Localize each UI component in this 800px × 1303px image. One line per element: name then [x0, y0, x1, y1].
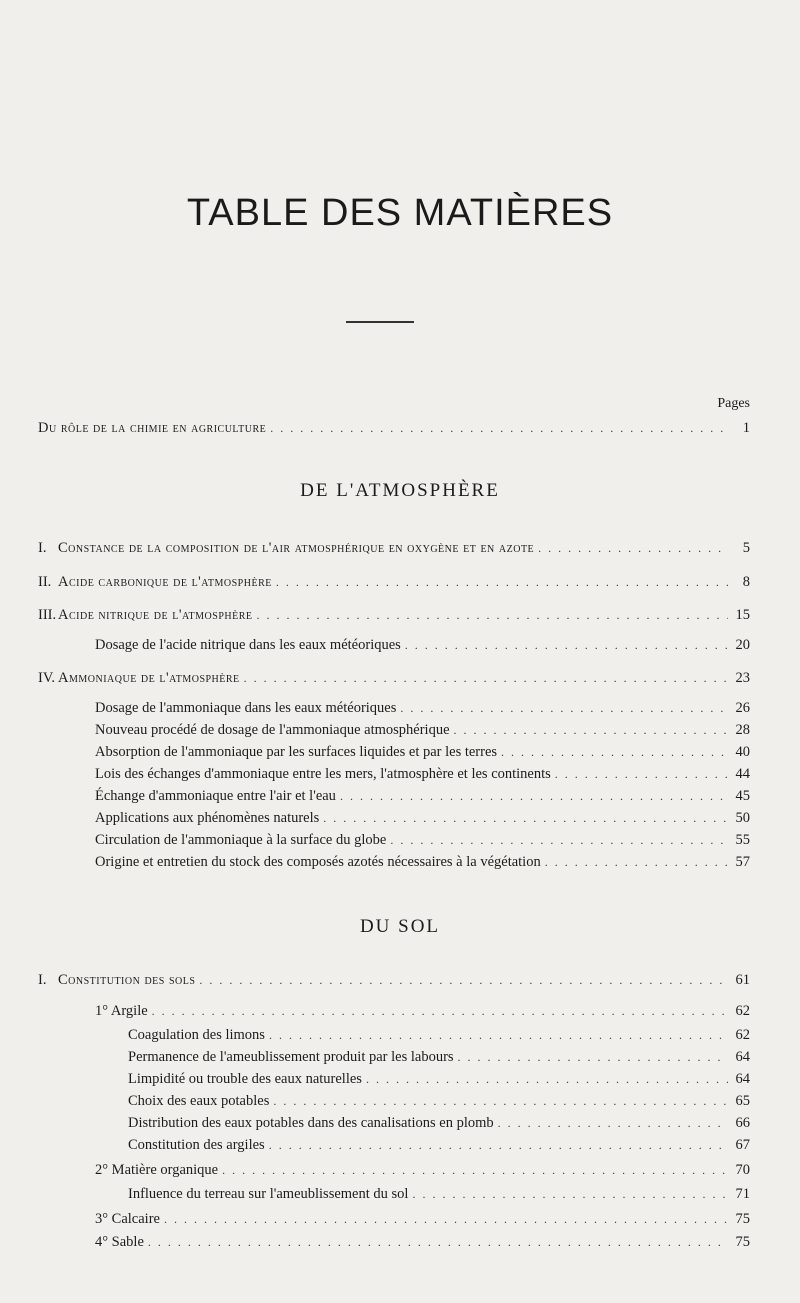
title-rule	[346, 321, 414, 323]
toc-entry-intro[interactable]	[38, 418, 750, 438]
toc-entry-label: 3° Calcaire	[95, 1211, 160, 1227]
toc-entry[interactable]	[38, 605, 750, 625]
leader-dots	[269, 1025, 728, 1045]
toc-entry[interactable]	[95, 764, 750, 784]
toc-entry-page: 20	[735, 637, 750, 653]
toc-entry-number: I.	[38, 972, 47, 988]
toc-entry[interactable]	[128, 1113, 750, 1133]
toc-entry[interactable]	[95, 1232, 750, 1252]
toc-entry-page: 1	[742, 420, 750, 436]
page-title: TABLE DES MATIÈRES	[186, 192, 614, 234]
toc-entry[interactable]	[128, 1135, 750, 1155]
toc-entry-page: 8	[742, 574, 750, 590]
leader-dots	[412, 1184, 728, 1204]
leader-dots	[323, 808, 728, 828]
leader-dots	[222, 1160, 728, 1180]
toc-entry-label: 4° Sable	[95, 1234, 144, 1250]
leader-dots	[498, 1113, 728, 1133]
leader-dots	[340, 786, 728, 806]
toc-entry[interactable]	[128, 1091, 750, 1111]
leader-dots	[545, 852, 728, 872]
toc-entry-page: 26	[735, 700, 750, 716]
toc-entry-label: Limpidité ou trouble des eaux naturelles	[128, 1071, 362, 1087]
leader-dots	[454, 720, 728, 740]
toc-entry-label: Absorption de l'ammoniaque par les surfaces liquides et par les terres	[95, 744, 498, 760]
toc-entry-label: Origine et entretien du stock des composés azotés nécessaires à la végétation	[95, 854, 541, 870]
toc-entry-page: 23	[735, 670, 750, 686]
leader-dots	[199, 970, 728, 990]
leader-dots	[405, 635, 728, 655]
toc-entry-label: Dosage de l'acide nitrique dans les eaux météoriques	[95, 637, 401, 653]
toc-entry-page: 64	[735, 1071, 750, 1087]
toc-entry-page: 64	[735, 1049, 750, 1065]
toc-entry-label: Distribution des eaux potables dans des canalisations en plomb	[128, 1115, 494, 1131]
toc-entry-page: 67	[735, 1137, 750, 1153]
toc-entry-label: Circulation de l'ammoniaque à la surface du globe	[95, 832, 387, 848]
leader-dots	[148, 1232, 728, 1252]
toc-entry-number: II.	[38, 574, 52, 590]
leader-dots	[276, 572, 728, 592]
toc-entry-page: 75	[735, 1211, 750, 1227]
toc-entry[interactable]	[95, 852, 750, 872]
toc-entry-label: 2° Matière organique	[95, 1162, 219, 1178]
leader-dots	[458, 1047, 728, 1067]
toc-entry-label: Constitution des argiles	[128, 1137, 265, 1153]
leader-dots	[555, 764, 728, 784]
section-heading-sol: DU SOL	[359, 916, 441, 937]
toc-entry[interactable]	[38, 970, 750, 990]
toc-entry[interactable]	[95, 1160, 750, 1180]
toc-entry-page: 71	[735, 1186, 750, 1202]
toc-entry-number: I.	[38, 540, 47, 556]
toc-entry-page: 61	[735, 972, 750, 988]
pages-column-label: Pages	[717, 396, 750, 411]
toc-entry-page: 15	[735, 607, 750, 623]
toc-entry[interactable]	[95, 698, 750, 718]
leader-dots	[164, 1209, 728, 1229]
toc-entry-label: Dosage de l'ammoniaque dans les eaux météoriques	[95, 700, 397, 716]
leader-dots	[366, 1069, 728, 1089]
toc-entry[interactable]	[128, 1025, 750, 1045]
toc-entry[interactable]	[128, 1047, 750, 1067]
toc-entry[interactable]	[95, 742, 750, 762]
toc-entry-label: Lois des échanges d'ammoniaque entre les mers, l'atmosphère et les continents	[95, 766, 551, 782]
toc-entry-label: 1° Argile	[95, 1003, 148, 1019]
toc-entry-label: Influence du terreau sur l'ameublissement du sol	[128, 1186, 409, 1202]
toc-entry-number: IV.	[38, 670, 56, 686]
leader-dots	[269, 1135, 728, 1155]
toc-entry-page: 62	[735, 1003, 750, 1019]
leader-dots	[538, 538, 728, 558]
toc-entry[interactable]	[38, 538, 750, 558]
toc-entry[interactable]	[95, 830, 750, 850]
toc-entry-page: 70	[735, 1162, 750, 1178]
toc-entry[interactable]	[38, 668, 750, 688]
toc-entry-page: 55	[735, 832, 750, 848]
toc-entry-label: Permanence de l'ameublissement produit par les labours	[128, 1049, 454, 1065]
toc-entry-label: Constitution des sols	[58, 972, 196, 988]
toc-entry[interactable]	[95, 1001, 750, 1021]
leader-dots	[152, 1001, 728, 1021]
toc-entry-page: 45	[735, 788, 750, 804]
toc-entry-page: 75	[735, 1234, 750, 1250]
leader-dots	[501, 742, 728, 762]
leader-dots	[270, 418, 728, 438]
toc-entry-page: 28	[735, 722, 750, 738]
toc-entry-page: 65	[735, 1093, 750, 1109]
leader-dots	[390, 830, 728, 850]
leader-dots	[400, 698, 728, 718]
toc-entry-label: Échange d'ammoniaque entre l'air et l'eau	[95, 788, 336, 804]
leader-dots	[273, 1091, 728, 1111]
leader-dots	[244, 668, 728, 688]
toc-entry[interactable]	[95, 635, 750, 655]
toc-entry-page: 62	[735, 1027, 750, 1043]
toc-entry[interactable]	[128, 1184, 750, 1204]
toc-entry-page: 40	[735, 744, 750, 760]
toc-entry-label: Choix des eaux potables	[128, 1093, 270, 1109]
toc-entry-label: Constance de la composition de l'air atmosphérique en oxygène et en azote	[58, 540, 535, 556]
toc-entry[interactable]	[38, 572, 750, 592]
toc-entry[interactable]	[95, 1209, 750, 1229]
toc-entry-label: Acide nitrique de l'atmosphère	[58, 607, 253, 623]
leader-dots	[257, 605, 728, 625]
toc-entry-page: 5	[742, 540, 750, 556]
toc-entry-label: Coagulation des limons	[128, 1027, 265, 1043]
toc-entry-page: 57	[735, 854, 750, 870]
toc-entry-page: 50	[735, 810, 750, 826]
toc-entry-label: Nouveau procédé de dosage de l'ammoniaque atmosphérique	[95, 722, 450, 738]
toc-entry[interactable]	[95, 720, 750, 740]
toc-entry-page: 66	[735, 1115, 750, 1131]
toc-entry-number: III.	[38, 607, 57, 623]
toc-entry[interactable]	[95, 786, 750, 806]
toc-entry-label: Applications aux phénomènes naturels	[95, 810, 320, 826]
toc-entry-label: Acide carbonique de l'atmosphère	[58, 574, 272, 590]
toc-entry-label: Ammoniaque de l'atmosphère	[58, 670, 240, 686]
toc-entry[interactable]	[95, 808, 750, 828]
toc-entry-label: Du rôle de la chimie en agriculture	[38, 420, 267, 436]
section-heading-atmosphere: DE L'ATMOSPHÈRE	[300, 480, 500, 501]
toc-entry-page: 44	[735, 766, 750, 782]
toc-entry[interactable]	[128, 1069, 750, 1089]
